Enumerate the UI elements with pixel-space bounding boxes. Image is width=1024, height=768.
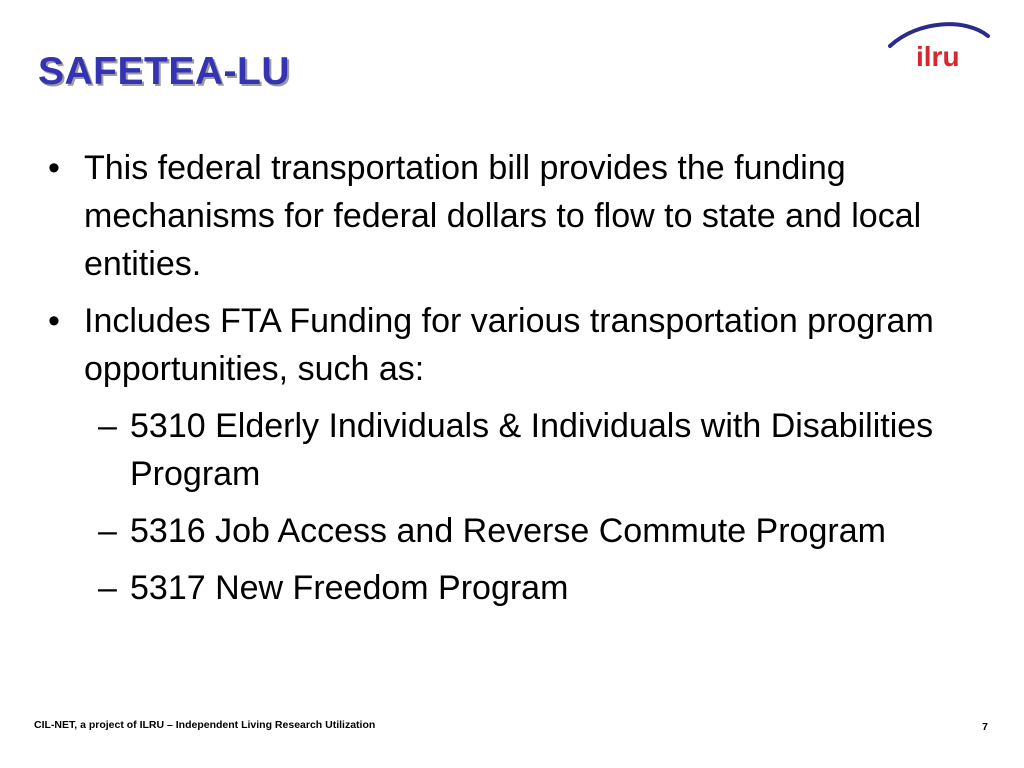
ilru-logo-icon	[888, 16, 992, 76]
bullet-item	[44, 297, 1004, 393]
sub-bullet-item	[44, 507, 1004, 555]
slide-content	[44, 144, 1004, 621]
sub-bullet-marker: –	[98, 569, 117, 607]
sub-bullet-item	[44, 402, 1004, 498]
page-number: 7	[982, 721, 988, 733]
ilru-logo	[888, 16, 992, 76]
slide-title: SAFETEA-LU	[38, 50, 290, 93]
sub-bullet-text: 5316 Job Access and Reverse Commute Program	[130, 512, 886, 550]
sub-bullet-marker: –	[98, 512, 117, 550]
sub-bullet-item	[44, 564, 1004, 612]
bullet-item	[44, 144, 1004, 288]
sub-bullet-marker: –	[98, 407, 117, 445]
bullet-text: This federal transportation bill provides the funding mechanisms for federal dollars to flow to state and local entities.	[84, 149, 922, 283]
bullet-marker: •	[48, 149, 60, 187]
sub-bullet-text: 5317 New Freedom Program	[130, 569, 569, 607]
bullet-text: Includes FTA Funding for various transportation program opportunities, such as:	[84, 302, 934, 388]
sub-bullet-text: 5310 Elderly Individuals & Individuals with Disabilities Program	[130, 407, 934, 493]
bullet-marker: •	[48, 302, 60, 340]
footer-text: CIL-NET, a project of ILRU – Independent Living Research Utilization	[34, 719, 376, 731]
svg-text:ilru: ilru	[916, 41, 960, 72]
